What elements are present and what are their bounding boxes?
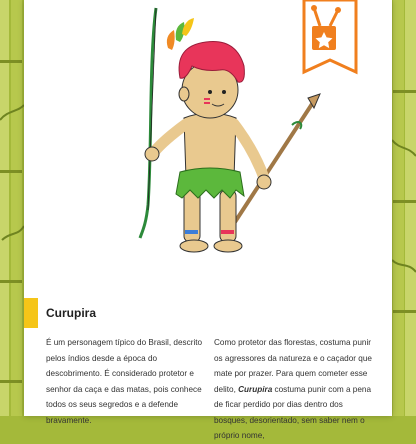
left-bamboo-stalks [0, 0, 24, 416]
right-bamboo-stalks [392, 0, 416, 416]
character-name-emphasis: Curupira [238, 384, 273, 394]
text-column-left: É um personagem típico do Brasil, descrito pelos índios desde a época do descobrimento. É considerado protetor e senhor da caça e das matas, pois conhece todos os seus segredos e a defende bravamente. [46, 338, 203, 425]
content-page [24, 0, 392, 440]
text-segment: costuma punir com a pena de ficar perdido por dias dentro dos bosques, desorientado, sem saber nem o próprio nome, [214, 384, 372, 440]
title-accent-bar [24, 298, 38, 328]
text-column-right [214, 335, 376, 444]
article-title: Curupira [46, 306, 97, 320]
category-badge[interactable] [300, 0, 360, 80]
text-segment: Como protetor das florestas, costuma punir os agressores da natureza e o caçador que mate por prazer. Para quem cometer esse delito, [214, 338, 372, 394]
